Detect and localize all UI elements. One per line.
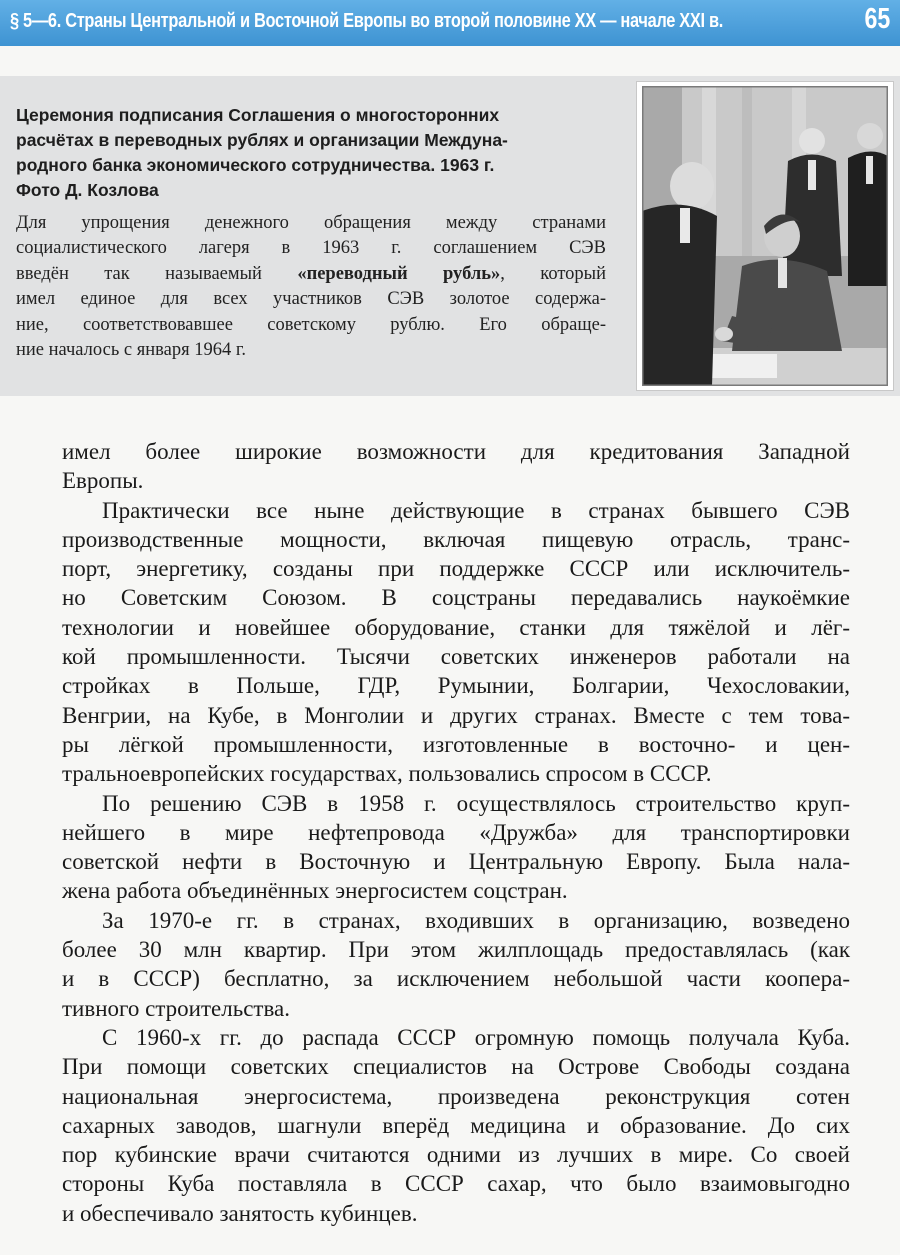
body-line: имел более широкие возможности для кредитования Западной	[62, 439, 850, 464]
body-line: ры лёгкой промышленности, изготовленные в восточно- и цен-	[62, 731, 850, 757]
body-line: За 1970-е гг. в странах, входивших в организацию, возведено	[102, 907, 850, 933]
infobox-text	[16, 211, 606, 363]
photo-image	[642, 86, 888, 386]
body-line: Европы.	[62, 468, 144, 494]
text-run: ние началось с января 1964 г.	[16, 340, 246, 361]
infobox-line	[16, 211, 606, 236]
caption-line: расчётах в переводных рублях и организации Междуна-	[16, 130, 508, 150]
caption-line: Церемония подписания Соглашения о многосторонних	[16, 105, 500, 125]
body-line: технологии и новейшее оборудование, станки для тяжёлой и лёг-	[62, 614, 850, 640]
text-run: Для упрощения денежного обращения между странами	[16, 213, 606, 233]
text-run: ние, соответствовавшее советскому рублю. Его обраще-	[16, 314, 606, 335]
infobox-line	[16, 338, 606, 363]
page-header	[0, 0, 900, 46]
section-title: § 5—6. Страны Центральной и Восточной Европы во второй половине XX — начале XXI в.	[10, 9, 724, 32]
body-line: и обеспечивало занятость кубинцев.	[62, 1200, 418, 1226]
body-line: стройках в Польше, ГДР, Румынии, Болгарии, Чехословакии,	[62, 673, 850, 699]
body-line: По решению СЭВ в 1958 г. осуществлялось строительство круп-	[102, 790, 850, 816]
infobox-line	[16, 262, 606, 287]
caption-line: родного банка экономического сотрудничества. 1963 г.	[16, 155, 495, 175]
photo-caption	[16, 103, 616, 203]
text-run: имел единое для всех участников СЭВ золотое содержа-	[16, 289, 606, 310]
body-line: При помощи советских специалистов на Острове Свободы создана	[62, 1054, 850, 1080]
body-line: Венгрии, на Кубе, в Монголии и других странах. Вместе с тем това-	[62, 702, 850, 728]
body-line: порт, энергетику, созданы при поддержке СССР или исключитель-	[62, 556, 850, 582]
caption-line: Фото Д. Козлова	[16, 180, 159, 200]
body-line: пор кубинские врачи считаются одними из лучших в мире. Со своей	[62, 1142, 850, 1168]
body-line: тивного строительства.	[62, 995, 290, 1021]
body-line: сахарных заводов, шагнули вперёд медицина и образование. До сих	[62, 1112, 850, 1138]
body-line: советской нефти в Восточную и Центральную Европу. Была нала-	[62, 849, 850, 875]
text-run: введён так называемый	[16, 263, 298, 284]
text-run: , который	[500, 263, 606, 284]
text-run: социалистического лагеря в 1963 г. соглашением СЭВ	[16, 238, 606, 259]
signing-ceremony-photo	[642, 86, 888, 386]
body-line: тральноевропейских государствах, пользовались спросом в СССР.	[62, 761, 712, 787]
page-number: 65	[864, 3, 890, 35]
infobox-line	[16, 313, 606, 338]
body-line: стороны Куба поставляла в СССР сахар, что было взаимовыгодно	[62, 1171, 850, 1197]
infobox-line	[16, 236, 606, 261]
body-text	[62, 437, 850, 1228]
term-bold: «переводный рубль»	[297, 263, 501, 284]
body-line: нейшего в мире нефтепровода «Дружба» для транспортировки	[62, 819, 850, 845]
body-line: но Советским Союзом. В соцстраны передавались наукоёмкие	[62, 585, 850, 611]
body-line: жена работа объединённых энергосистем соцстран.	[62, 878, 568, 904]
body-line: более 30 млн квартир. При этом жилплощадь предоставлялась (как	[62, 937, 850, 963]
body-line: и в СССР) бесплатно, за исключением небольшой части коопера-	[62, 966, 850, 992]
body-line: кой промышленности. Тысячи советских инженеров работали на	[62, 644, 850, 670]
body-line: национальная энергосистема, произведена реконструкция сотен	[62, 1083, 850, 1109]
body-line: производственные мощности, включая пищевую отрасль, транс-	[62, 526, 850, 552]
body-line: С 1960-х гг. до распада СССР огромную помощь получала Куба.	[102, 1024, 850, 1050]
infobox-line	[16, 287, 606, 312]
body-line: Практически все ныне действующие в странах бывшего СЭВ	[102, 497, 850, 523]
